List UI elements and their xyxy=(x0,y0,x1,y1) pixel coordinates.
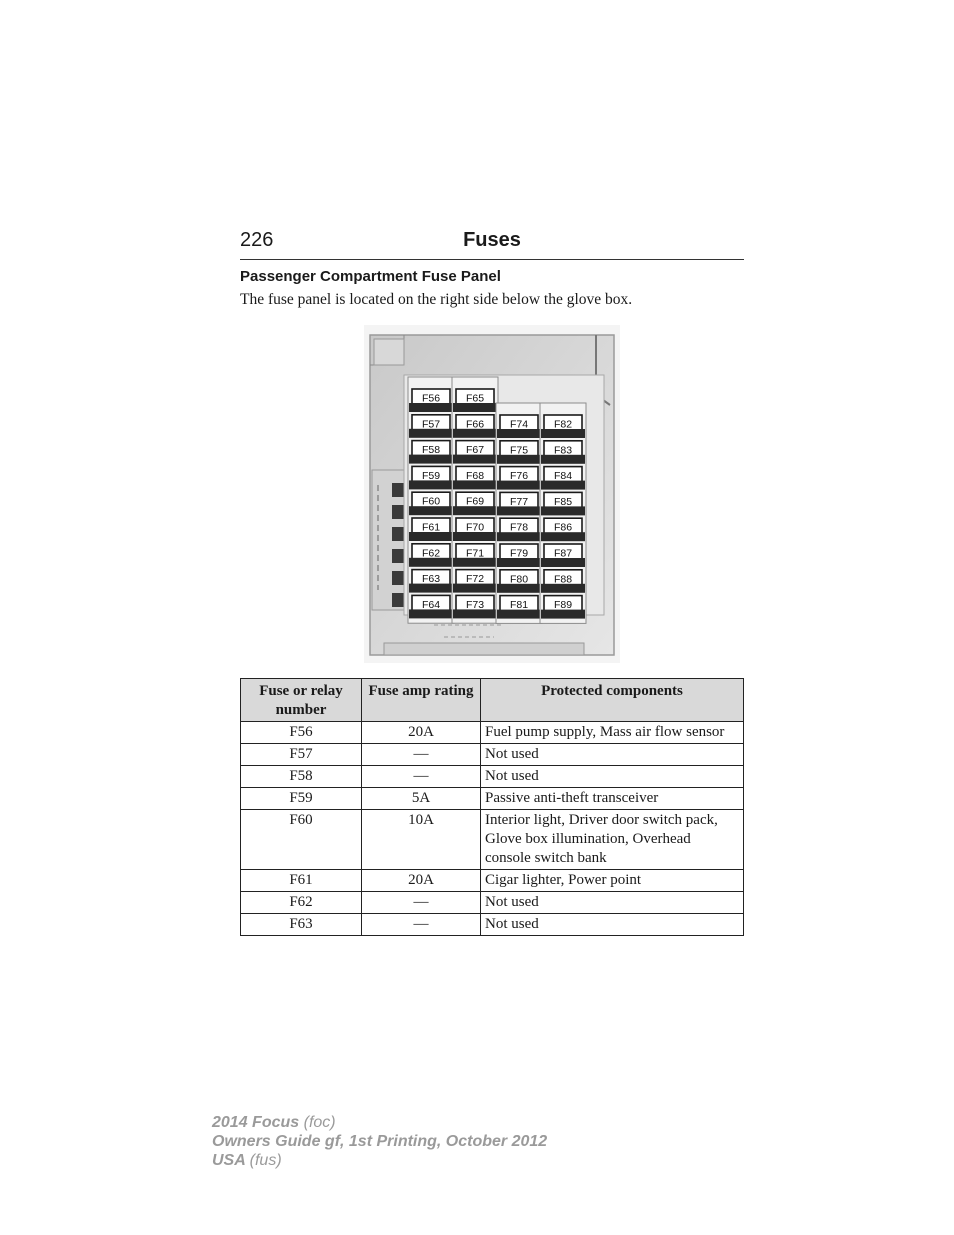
fuse-label: F74 xyxy=(509,418,529,431)
fuse-label: F60 xyxy=(421,495,441,508)
fuse-label: F80 xyxy=(509,573,529,586)
amp-rating-cell: 20A xyxy=(362,722,481,744)
fuse-label: F79 xyxy=(509,547,529,560)
fuse-f69 xyxy=(453,492,497,515)
fuse-f82 xyxy=(541,415,585,438)
protected-components-cell: Fuel pump supply, Mass air flow sensor xyxy=(481,722,744,744)
fuse-label: F63 xyxy=(421,573,441,586)
fuse-label: F86 xyxy=(553,521,573,534)
fuse-f57 xyxy=(409,415,453,438)
intro-paragraph: The fuse panel is located on the right side below the glove box. xyxy=(240,291,633,308)
footer-model-code: (foc) xyxy=(303,1114,336,1131)
table-row xyxy=(241,722,744,744)
fuse-f64 xyxy=(409,595,453,618)
fuse-label: F78 xyxy=(509,521,529,534)
amp-rating-cell: — xyxy=(362,892,481,914)
table-row xyxy=(241,744,744,766)
fuse-f58 xyxy=(409,441,453,464)
amp-rating-cell: — xyxy=(362,914,481,936)
fuse-label: F58 xyxy=(421,444,441,457)
fuse-label: F67 xyxy=(465,444,485,457)
fuse-f73 xyxy=(453,595,497,618)
fuse-label: F71 xyxy=(465,547,485,560)
fuse-number-cell: F60 xyxy=(241,810,362,870)
chapter-title: Fuses xyxy=(463,229,521,251)
fuse-label: F56 xyxy=(421,392,441,405)
section-title: Passenger Compartment Fuse Panel xyxy=(240,268,501,285)
fuse-f68 xyxy=(453,466,497,489)
fuse-f88 xyxy=(541,570,585,593)
protected-components-cell: Not used xyxy=(481,744,744,766)
column-header-fuse-number: Fuse or relay number xyxy=(241,679,362,722)
fuse-panel-figure xyxy=(364,325,620,663)
fuse-f80 xyxy=(497,570,541,593)
table-row xyxy=(241,788,744,810)
table-row xyxy=(241,892,744,914)
fuse-f87 xyxy=(541,544,585,567)
column-header-amp-rating: Fuse amp rating xyxy=(362,679,481,722)
footer-market-code: (fus) xyxy=(249,1152,282,1169)
fuse-f83 xyxy=(541,441,585,464)
fuse-label: F68 xyxy=(465,469,485,482)
fuse-f74 xyxy=(497,415,541,438)
fuse-label: F66 xyxy=(465,418,485,431)
fuse-label: F89 xyxy=(553,599,573,612)
fuse-label: F83 xyxy=(553,444,573,457)
fuse-label: F84 xyxy=(553,470,573,483)
fuse-f84 xyxy=(541,467,585,490)
fuse-f79 xyxy=(497,544,541,567)
protected-components-cell: Not used xyxy=(481,914,744,936)
page-number: 226 xyxy=(240,229,274,251)
table-row xyxy=(241,810,744,870)
amp-rating-cell: 10A xyxy=(362,810,481,870)
fuse-f61 xyxy=(409,518,453,541)
fuse-f77 xyxy=(497,492,541,515)
fuse-number-cell: F59 xyxy=(241,788,362,810)
fuse-f85 xyxy=(541,492,585,515)
fuse-f62 xyxy=(409,544,453,567)
footer-model: 2014 Focus xyxy=(212,1114,300,1131)
fuse-label: F70 xyxy=(465,521,485,534)
amp-rating-cell: 5A xyxy=(362,788,481,810)
fuse-label: F81 xyxy=(509,599,529,612)
fuse-f65 xyxy=(453,389,497,412)
footer-line-market xyxy=(212,1151,547,1170)
fuse-f86 xyxy=(541,518,585,541)
fuse-number-cell: F58 xyxy=(241,766,362,788)
fuse-panel-diagram xyxy=(364,325,620,663)
fuse-label: F59 xyxy=(421,469,441,482)
fuse-label: F69 xyxy=(465,495,485,508)
fuse-f56 xyxy=(409,389,453,412)
fuse-label: F57 xyxy=(421,418,441,431)
fuse-number-cell: F56 xyxy=(241,722,362,744)
fuse-label: F65 xyxy=(465,392,485,405)
fuse-label: F87 xyxy=(553,547,573,560)
protected-components-cell: Cigar lighter, Power point xyxy=(481,870,744,892)
amp-rating-cell: 20A xyxy=(362,870,481,892)
fuse-label: F73 xyxy=(465,598,485,611)
fuse-number-cell: F63 xyxy=(241,914,362,936)
column-header-protected-components: Protected components xyxy=(481,679,744,722)
fuse-f67 xyxy=(453,441,497,464)
fuse-f60 xyxy=(409,492,453,515)
protected-components-cell: Interior light, Driver door switch pack, Glove box illumination, Overhead console switch bank xyxy=(481,810,744,870)
footer-line-printing: Owners Guide gf, 1st Printing, October 2012 xyxy=(212,1133,548,1150)
amp-rating-cell: — xyxy=(362,744,481,766)
fuse-f81 xyxy=(497,596,541,619)
fuse-f78 xyxy=(497,518,541,541)
protected-components-cell: Not used xyxy=(481,766,744,788)
fuse-number-cell: F57 xyxy=(241,744,362,766)
page-header xyxy=(240,229,744,260)
fuse-f70 xyxy=(453,518,497,541)
fuse-f72 xyxy=(453,570,497,593)
protected-components-cell: Passive anti-theft transceiver xyxy=(481,788,744,810)
table-header-row xyxy=(241,679,744,722)
fuse-number-cell: F62 xyxy=(241,892,362,914)
fuse-f75 xyxy=(497,441,541,464)
fuse-f76 xyxy=(497,467,541,490)
fuse-label: F62 xyxy=(421,547,441,560)
fuse-label: F85 xyxy=(553,495,573,508)
fuse-label: F82 xyxy=(553,418,573,431)
table-row xyxy=(241,914,744,936)
fuse-f71 xyxy=(453,544,497,567)
fuse-f63 xyxy=(409,570,453,593)
footer-line-model xyxy=(212,1113,547,1132)
document-footer xyxy=(212,1113,547,1170)
fuse-label: F77 xyxy=(509,495,529,508)
fuse-label: F88 xyxy=(553,573,573,586)
table-row xyxy=(241,870,744,892)
fuse-f89 xyxy=(541,596,585,619)
protected-components-cell: Not used xyxy=(481,892,744,914)
footer-market: USA xyxy=(212,1152,246,1169)
fuse-label: F72 xyxy=(465,573,485,586)
fuse-number-cell: F61 xyxy=(241,870,362,892)
fuse-label: F61 xyxy=(421,521,441,534)
fuse-table xyxy=(240,678,744,936)
table-row xyxy=(241,766,744,788)
fuse-f59 xyxy=(409,466,453,489)
amp-rating-cell: — xyxy=(362,766,481,788)
fuse-label: F76 xyxy=(509,470,529,483)
fuse-label: F75 xyxy=(509,444,529,457)
fuse-label: F64 xyxy=(421,598,441,611)
fuse-f66 xyxy=(453,415,497,438)
